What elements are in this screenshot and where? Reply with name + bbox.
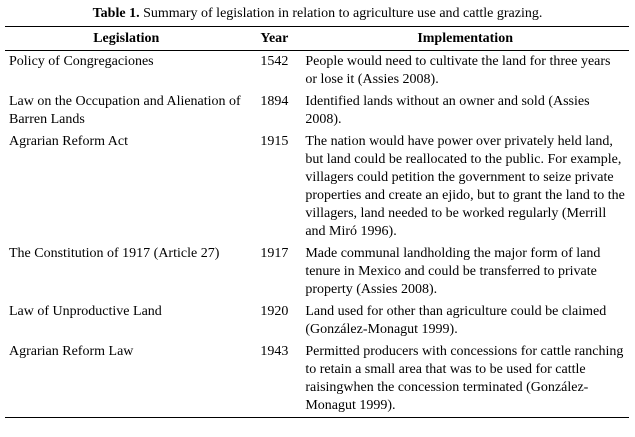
year-cell: 1915 bbox=[260, 134, 289, 149]
implementation-cell: Permitted producers with concessions for cattle ranching to retain a small area that was to be used for cattle raisingwhen the concession terminated (González-Monagut 1999). bbox=[301, 341, 629, 418]
year-cell: 1542 bbox=[260, 54, 289, 69]
legislation-cell: Law on the Occupation and Alienation of Barren Lands bbox=[9, 94, 241, 127]
legislation-cell: Agrarian Reform Act bbox=[9, 134, 128, 149]
table-row bbox=[5, 301, 629, 341]
year-cell: 1894 bbox=[260, 94, 289, 109]
implementation-cell: Made communal landholding the major form of land tenure in Mexico and could be transferred to private property (Assies 2008). bbox=[305, 246, 601, 297]
header-legislation: Legislation bbox=[5, 27, 248, 51]
legislation-cell: Law of Unproductive Land bbox=[9, 304, 162, 319]
legislation-cell: Policy of Congregaciones bbox=[9, 54, 154, 69]
table-row bbox=[5, 131, 629, 243]
legislation-cell: The Constitution of 1917 (Article 27) bbox=[9, 246, 220, 261]
table-caption bbox=[0, 6, 635, 22]
legislation-cell: Agrarian Reform Law bbox=[5, 341, 248, 418]
table-row bbox=[5, 51, 629, 92]
table-row bbox=[5, 243, 629, 301]
implementation-cell: The nation would have power over privately held land, but land could be reallocated to the public. For example, villagers could petition the government to seize private properties and create an ejido, but to grant the land to the villagers, land needed to be worked regularly (Merrill and Miró 1996). bbox=[305, 134, 625, 239]
table-row bbox=[5, 341, 629, 418]
implementation-cell: Identified lands without an owner and sold (Assies 2008). bbox=[305, 94, 590, 127]
legislation-table bbox=[5, 26, 629, 418]
table-header-row bbox=[5, 27, 629, 51]
header-implementation: Implementation bbox=[301, 27, 629, 51]
implementation-cell: Land used for other than agriculture could be claimed (González-Monagut 1999). bbox=[305, 304, 607, 337]
table-row bbox=[5, 91, 629, 131]
table-caption-text: Summary of legislation in relation to agriculture use and cattle grazing. bbox=[139, 6, 543, 21]
header-year: Year bbox=[248, 27, 302, 51]
year-cell: 1943 bbox=[248, 341, 302, 418]
implementation-cell: People would need to cultivate the land for three years or lose it (Assies 2008). bbox=[305, 54, 611, 87]
year-cell: 1920 bbox=[260, 304, 289, 319]
table-caption-label: Table 1. bbox=[92, 6, 140, 21]
year-cell: 1917 bbox=[260, 246, 289, 261]
